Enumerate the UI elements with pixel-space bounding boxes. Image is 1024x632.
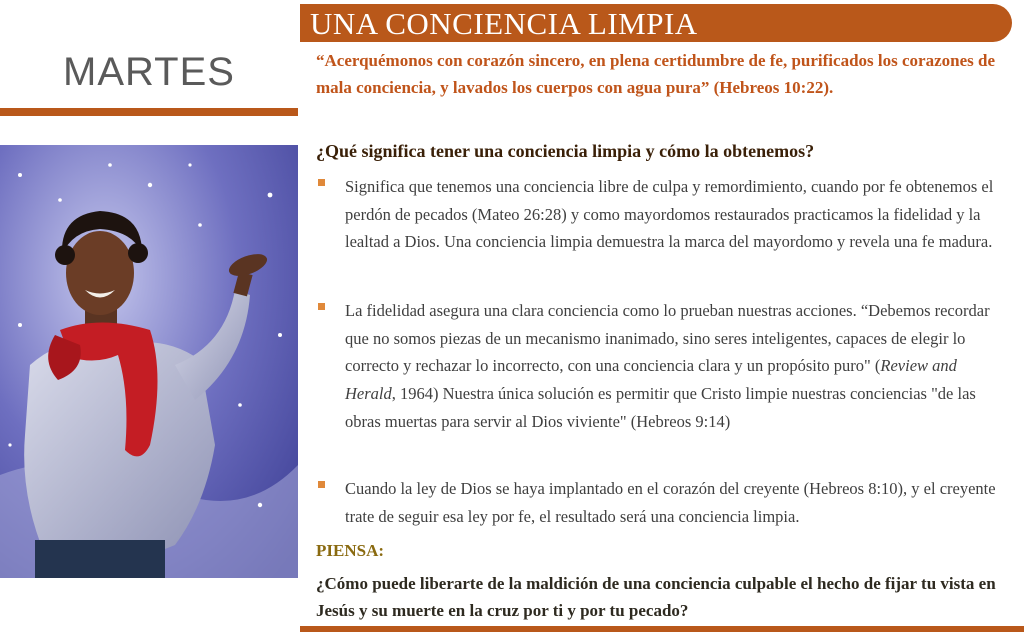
bullet-item xyxy=(318,173,1010,256)
bullet-text: Significa que tenemos una conciencia libre de culpa y remordimiento, cuando por fe obtenemos el perdón de pecados (Mateo 26:28) y como mayordomos restaurados practicamos la fidelidad y la lealtad a Dios. Una conciencia limpia demuestra la marca del mayordomo y revela una fe madura. xyxy=(345,177,994,252)
key-verse: “Acerquémonos con corazón sincero, en plena certidumbre de fe, purificados los corazones de mala conciencia, y lavados los cuerpos con agua pura” (Hebreos 10:22). xyxy=(316,51,995,97)
square-bullet-icon xyxy=(318,179,325,186)
day-divider xyxy=(0,108,298,116)
think-label: PIENSA: xyxy=(316,541,385,560)
lesson-title: UNA CONCIENCIA LIMPIA xyxy=(310,6,698,41)
bullet-quote-start: “Debemos recordar que no somos piezas de un mecanismo inanimado, sino seres inteligentes, capaces de elegir lo correcto y rechazar lo incorrecto, con una conciencia clara y un propósito puro" ( xyxy=(345,301,990,376)
square-bullet-icon xyxy=(318,481,325,488)
square-bullet-icon xyxy=(318,303,325,310)
bullet-text: Cuando la ley de Dios se haya implantado en el corazón del creyente (Hebreos 8:10), y el creyente trate de seguir esa ley por fe, el resultado será una conciencia limpia. xyxy=(345,479,996,526)
section-question: ¿Qué significa tener una conciencia limpia y cómo la obtenemos? xyxy=(316,141,815,161)
bullet-text xyxy=(345,297,1010,436)
quote-source: Review and Herald xyxy=(345,356,957,404)
day-label: MARTES xyxy=(63,50,235,94)
bullet-quote-end: , 1964) Nuestra única solución es permitir que Cristo limpie nuestras conciencias "de las obras muertas para servir al Dios viviente" (Hebreos 9:14) xyxy=(345,384,976,431)
bullet-item xyxy=(318,297,1010,436)
think-question: ¿Cómo puede liberarte de la maldición de una conciencia culpable el hecho de fijar tu vista en Jesús y su muerte en la cruz por ti y por tu pecado? xyxy=(316,574,996,620)
bullet-intro: La fidelidad asegura una clara conciencia como lo prueban nuestras acciones. xyxy=(345,301,857,320)
bottom-divider xyxy=(300,626,1024,632)
bullet-item xyxy=(318,475,1010,530)
woman-in-snow-illustration xyxy=(0,145,298,578)
